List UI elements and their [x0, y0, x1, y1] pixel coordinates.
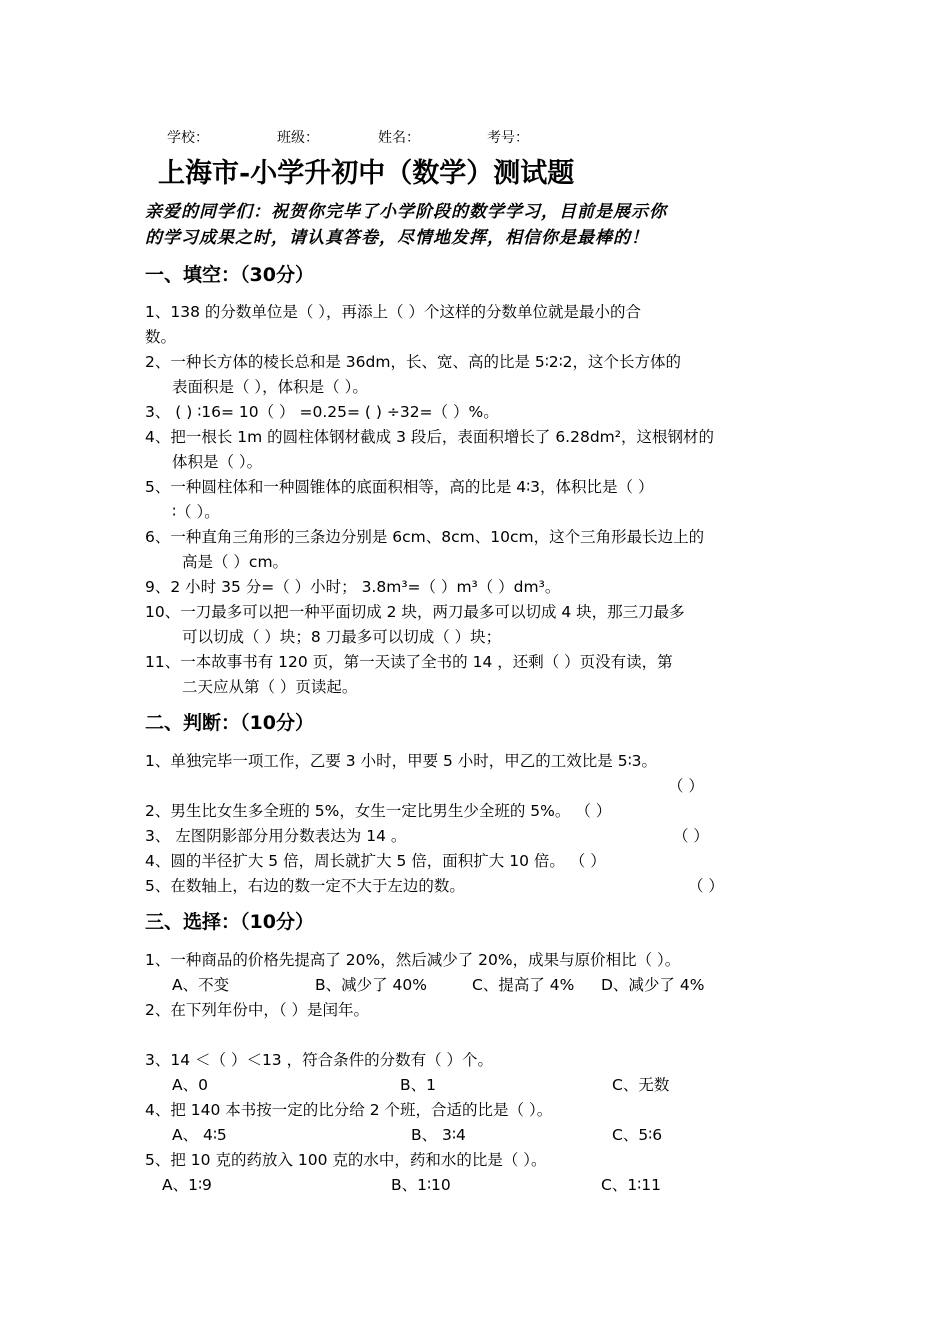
- choice-q4-option-c: C、5∶6: [612, 1126, 663, 1144]
- choice-q3: 3、14 ＜（ ）＜13 ，符合条件的分数有（ ）个。: [145, 1051, 494, 1069]
- choice-q4-option-b: B、 3∶4: [411, 1126, 466, 1144]
- fill-q3: 3、 ( ) ∶16= 10（ ） =0.25= ( ) ÷32=（ ）%。: [145, 403, 499, 421]
- choice-q4: 4、把 140 本书按一定的比分给 2 个班，合适的比是（ ）。: [145, 1101, 553, 1119]
- choice-q3-option-a: A、0: [172, 1076, 208, 1094]
- fill-q4-line2: 体积是（ ）。: [172, 453, 263, 471]
- fill-q5-line1: 5、一种圆柱体和一种圆锥体的底面积相等，高的比是 4∶3，体积比是（ ）: [145, 478, 654, 496]
- fill-q11-line2: 二天应从第（ ）页读起。: [182, 678, 358, 696]
- name-label: 姓名：: [378, 130, 420, 146]
- section-heading-fill-in: 一、填空：（30分）: [145, 264, 314, 286]
- fill-q5-line2: ∶（ ）。: [172, 503, 220, 521]
- fill-q1-line2: 数。: [145, 328, 177, 346]
- choice-q1: 1、一种商品的价格先提高了 20%，然后减少了 20%，成果与原价相比（ ）。: [145, 951, 681, 969]
- choice-q1-option-d: D、减少了 4%: [601, 976, 705, 994]
- page-title: 上海市-小学升初中（数学）测试题: [158, 158, 575, 189]
- choice-q1-option-c: C、提高了 4%: [472, 976, 575, 994]
- judge-q1-answer-bracket: （ ）: [668, 777, 704, 795]
- judge-q3-answer-bracket: （ ）: [673, 827, 709, 845]
- judge-q3: 3、 左图阴影部分用分数表达为 14 。: [145, 827, 407, 845]
- fill-q4-line1: 4、把一根长 1m 的圆柱体钢材截成 3 段后，表面积增长了 6.28dm²，这根钢材的: [145, 428, 714, 446]
- judge-q1: 1、单独完毕一项工作，乙要 3 小时，甲要 5 小时，甲乙的工效比是 5∶3。: [145, 752, 657, 770]
- section-heading-judgement: 二、判断：（10分）: [145, 712, 314, 734]
- fill-q10-line1: 10、一刀最多可以把一种平面切成 2 块，两刀最多可以切成 4 块，那三刀最多: [145, 603, 685, 621]
- judge-q5-answer-bracket: （ ）: [688, 877, 724, 895]
- intro-line-1: 亲爱的同学们：祝贺你完毕了小学阶段的数学学习，目前是展示你: [145, 202, 667, 222]
- choice-q1-option-b: B、减少了 40%: [315, 976, 428, 994]
- choice-q2: 2、在下列年份中，（ ）是闰年。: [145, 1001, 370, 1019]
- fill-q10-line2: 可以切成（ ）块；8 刀最多可以切成（ ）块；: [182, 628, 502, 646]
- fill-q6-line2: 高是（ ）cm。: [182, 553, 289, 571]
- fill-q9: 9、2 小时 35 分=（ ）小时； 3.8m³=（ ）m³（ ）dm³。: [145, 578, 561, 596]
- judge-q4: 4、圆的半径扩大 5 倍，周长就扩大 5 倍，面积扩大 10 倍。 （ ）: [145, 852, 606, 870]
- choice-q3-option-c: C、无数: [612, 1076, 670, 1094]
- choice-q3-option-b: B、1: [400, 1076, 436, 1094]
- choice-q5-option-c: C、1∶11: [601, 1176, 661, 1194]
- fill-q1-line1: 1、138 的分数单位是（ ），再添上（ ）个这样的分数单位就是最小的合: [145, 303, 641, 321]
- choice-q4-option-a: A、 4∶5: [172, 1126, 227, 1144]
- judge-q5: 5、在数轴上，右边的数一定不大于左边的数。: [145, 877, 465, 895]
- choice-q1-option-a: A、不变: [172, 976, 230, 994]
- exam-number-label: 考号：: [487, 130, 529, 146]
- fill-q11-line1: 11、一本故事书有 120 页，第一天读了全书的 14 ，还剩（ ）页没有读，第: [145, 653, 673, 671]
- school-label: 学校：: [167, 130, 209, 146]
- class-label: 班级：: [277, 130, 319, 146]
- choice-q5: 5、把 10 克的药放入 100 克的水中，药和水的比是（ ）。: [145, 1151, 547, 1169]
- judge-q2: 2、男生比女生多全班的 5%，女生一定比男生少全班的 5%。 （ ）: [145, 802, 612, 820]
- intro-line-2: 的学习成果之时，请认真答卷，尽情地发挥，相信你是最棒的！: [145, 228, 649, 248]
- fill-q2-line1: 2、一种长方体的棱长总和是 36dm，长、宽、高的比是 5∶2∶2，这个长方体的: [145, 353, 682, 371]
- fill-q2-line2: 表面积是（ ），体积是（ ）。: [172, 378, 368, 396]
- choice-q5-option-b: B、1∶10: [391, 1176, 451, 1194]
- choice-q5-option-a: A、1∶9: [162, 1176, 212, 1194]
- section-heading-choice: 三、选择：（10分）: [145, 911, 314, 933]
- fill-q6-line1: 6、一种直角三角形的三条边分别是 6cm、8cm、10cm，这个三角形最长边上的: [145, 528, 705, 546]
